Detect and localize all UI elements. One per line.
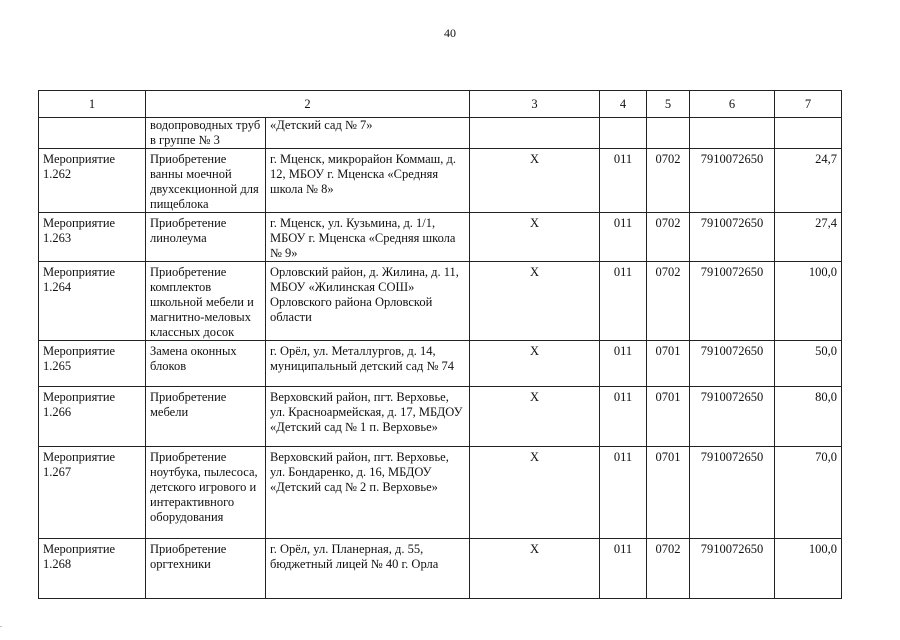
cell-col-3: Х <box>470 262 600 341</box>
cell-col-4: 011 <box>600 262 647 341</box>
cell-col-6: 7910072650 <box>690 149 775 213</box>
header-col-7: 7 <box>775 91 842 118</box>
cell-col-4: 011 <box>600 539 647 599</box>
cell-col-6: 7910072650 <box>690 213 775 262</box>
cell-col-6 <box>690 118 775 149</box>
cell-col-6: 7910072650 <box>690 539 775 599</box>
cell-amount: 100,0 <box>775 262 842 341</box>
cell-col-3: Х <box>470 539 600 599</box>
cell-amount <box>775 118 842 149</box>
cell-col-5: 0701 <box>647 387 690 447</box>
header-row <box>39 91 842 118</box>
cell-col-3 <box>470 118 600 149</box>
scan-dot: . <box>0 620 2 629</box>
cell-address: г. Мценск, микрорайон Коммаш, д. 12, МБОУ г. Мценска «Средняя школа № 8» <box>266 149 470 213</box>
cell-event: Мероприятие 1.267 <box>39 447 146 539</box>
cell-address: г. Орёл, ул. Металлургов, д. 14, муниципальный детский сад № 74 <box>266 341 470 387</box>
cell-col-5 <box>647 118 690 149</box>
cell-event: Мероприятие 1.268 <box>39 539 146 599</box>
cell-col-3: Х <box>470 447 600 539</box>
cell-col-5: 0702 <box>647 149 690 213</box>
cell-address: Орловский район, д. Жилина, д. 11, МБОУ «Жилинская СОШ» Орловского района Орловской области <box>266 262 470 341</box>
header-col-6: 6 <box>690 91 775 118</box>
header-col-3: 3 <box>470 91 600 118</box>
header-col-5: 5 <box>647 91 690 118</box>
table-row <box>39 149 842 213</box>
cell-amount: 100,0 <box>775 539 842 599</box>
cell-col-3: Х <box>470 387 600 447</box>
cell-col-5: 0702 <box>647 539 690 599</box>
cell-col-5: 0701 <box>647 341 690 387</box>
cell-amount: 24,7 <box>775 149 842 213</box>
cell-event: Мероприятие 1.265 <box>39 341 146 387</box>
cell-col-6: 7910072650 <box>690 447 775 539</box>
cell-description: Приобретение линолеума <box>146 213 266 262</box>
cell-col-4: 011 <box>600 149 647 213</box>
cell-col-6: 7910072650 <box>690 341 775 387</box>
cell-col-6: 7910072650 <box>690 387 775 447</box>
cell-amount: 80,0 <box>775 387 842 447</box>
page-number: 40 <box>444 26 456 40</box>
cell-description: водопроводных труб в группе № 3 <box>146 118 266 149</box>
cell-amount: 70,0 <box>775 447 842 539</box>
cell-description: Приобретение мебели <box>146 387 266 447</box>
cell-col-4: 011 <box>600 341 647 387</box>
cell-event: Мероприятие 1.263 <box>39 213 146 262</box>
header-col-4: 4 <box>600 91 647 118</box>
table-row <box>39 262 842 341</box>
cell-event: Мероприятие 1.264 <box>39 262 146 341</box>
table-row <box>39 213 842 262</box>
cell-col-5: 0702 <box>647 262 690 341</box>
table-row <box>39 341 842 387</box>
cell-col-4: 011 <box>600 447 647 539</box>
header-col-2: 2 <box>146 91 470 118</box>
cell-amount: 50,0 <box>775 341 842 387</box>
cell-address: г. Мценск, ул. Кузьмина, д. 1/1, МБОУ г. Мценска «Средняя школа № 9» <box>266 213 470 262</box>
cell-address: Верховский район, пгт. Верховье, ул. Красноармейская, д. 17, МБДОУ «Детский сад № 1 п. Верховье» <box>266 387 470 447</box>
cell-description: Замена оконных блоков <box>146 341 266 387</box>
cell-event: Мероприятие 1.262 <box>39 149 146 213</box>
table-row <box>39 387 842 447</box>
cell-col-3: Х <box>470 149 600 213</box>
budget-table <box>38 90 842 599</box>
cell-address: «Детский сад № 7» <box>266 118 470 149</box>
cell-description: Приобретение комплектов школьной мебели и магнитно-меловых классных досок <box>146 262 266 341</box>
cell-description: Приобретение оргтехники <box>146 539 266 599</box>
cell-col-3: Х <box>470 213 600 262</box>
cell-event: Мероприятие 1.266 <box>39 387 146 447</box>
header-col-1: 1 <box>39 91 146 118</box>
cell-description: Приобретение ноутбука, пылесоса, детского игрового и интерактивного оборудования <box>146 447 266 539</box>
cell-col-4: 011 <box>600 387 647 447</box>
cell-event <box>39 118 146 149</box>
cell-col-5: 0701 <box>647 447 690 539</box>
cell-description: Приобретение ванны моечной двухсекционной для пищеблока <box>146 149 266 213</box>
cell-amount: 27,4 <box>775 213 842 262</box>
cell-col-4: 011 <box>600 213 647 262</box>
table-row <box>39 539 842 599</box>
cell-col-5: 0702 <box>647 213 690 262</box>
cell-col-3: Х <box>470 341 600 387</box>
table-row <box>39 447 842 539</box>
cell-col-4 <box>600 118 647 149</box>
cell-col-6: 7910072650 <box>690 262 775 341</box>
cell-address: г. Орёл, ул. Планерная, д. 55, бюджетный лицей № 40 г. Орла <box>266 539 470 599</box>
table-row-continuation <box>39 118 842 149</box>
cell-address: Верховский район, пгт. Верховье, ул. Бондаренко, д. 16, МБДОУ «Детский сад № 2 п. Верховье» <box>266 447 470 539</box>
